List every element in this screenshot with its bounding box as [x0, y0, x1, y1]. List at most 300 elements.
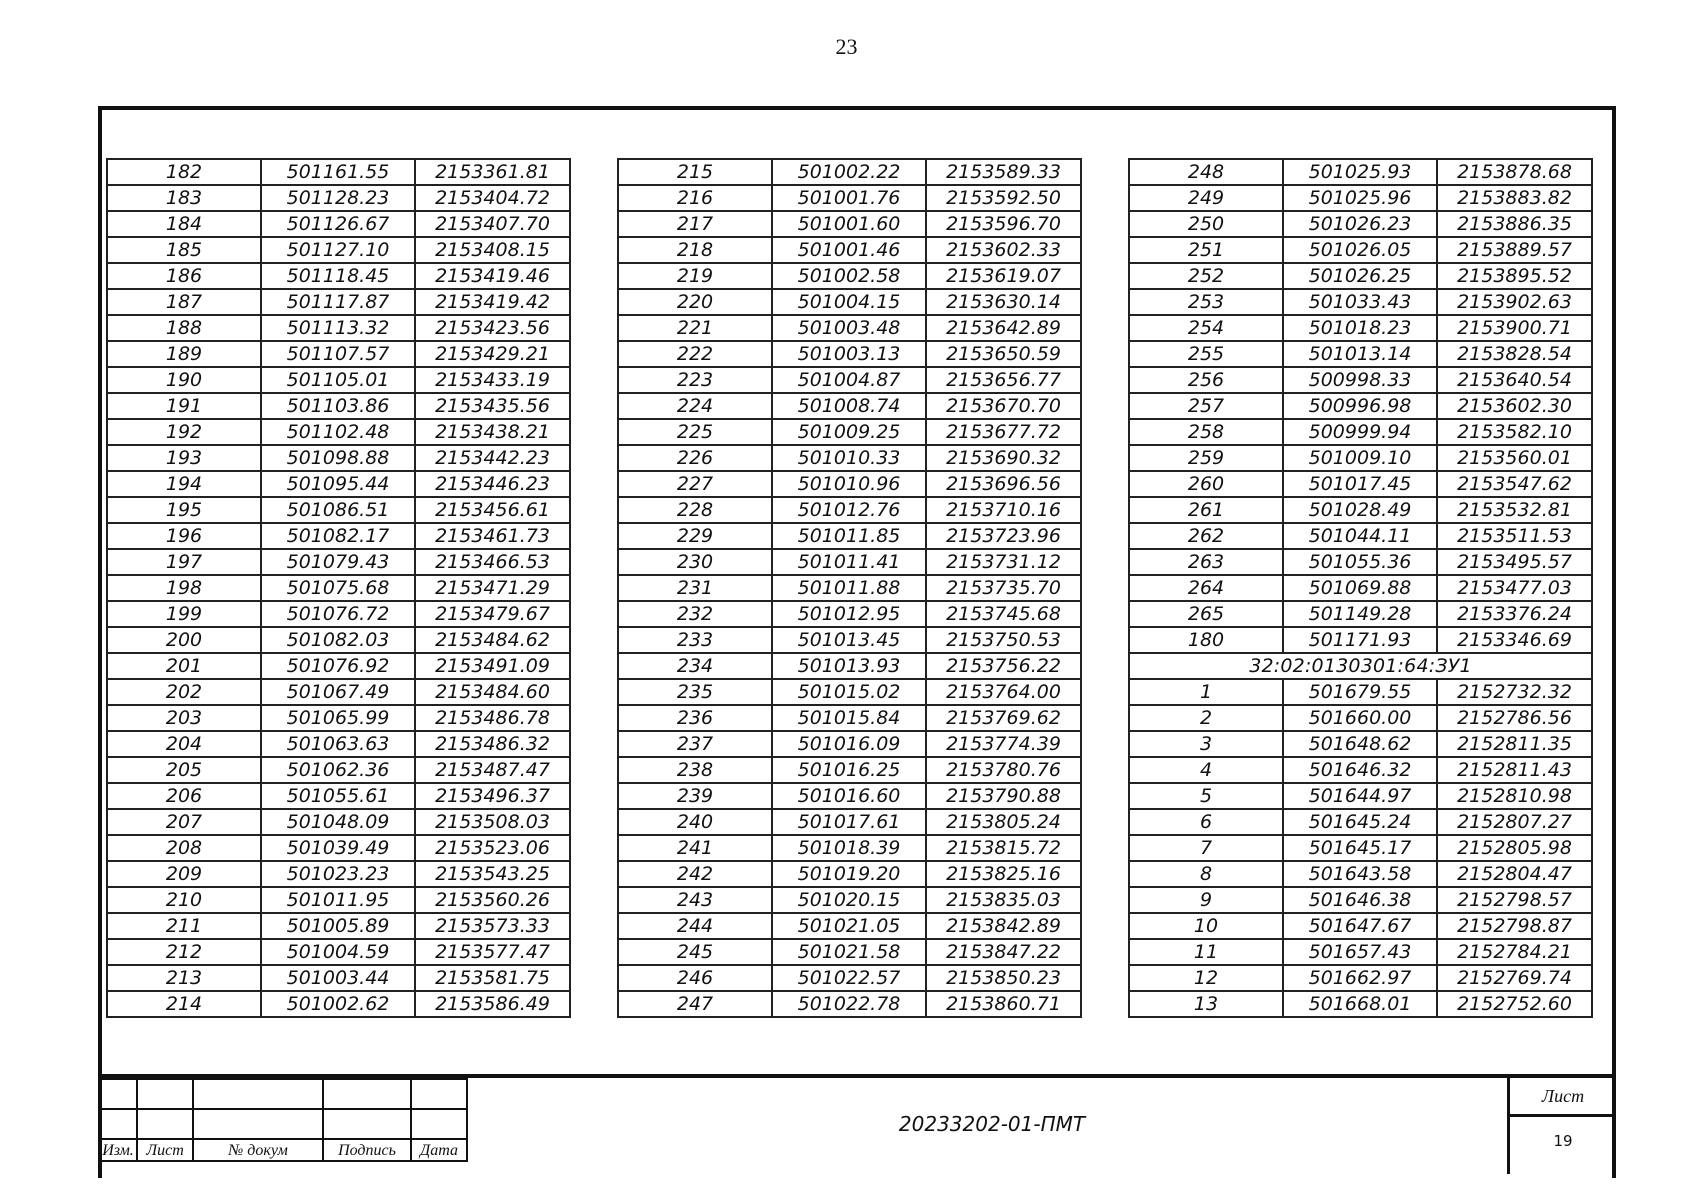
y-coordinate-cell: 2152805.98 — [1437, 835, 1592, 861]
sheet-number: 19 — [1553, 1132, 1573, 1150]
y-coordinate-cell: 2153815.72 — [926, 835, 1081, 861]
x-coordinate-cell: 501679.55 — [1283, 679, 1437, 705]
table-row — [107, 315, 570, 341]
x-coordinate-cell: 501003.48 — [772, 315, 926, 341]
table-row — [1129, 679, 1592, 705]
table-row — [107, 523, 570, 549]
table-row — [107, 497, 570, 523]
table-row — [1129, 965, 1592, 991]
x-coordinate-cell: 501018.39 — [772, 835, 926, 861]
y-coordinate-cell: 2153435.56 — [415, 393, 570, 419]
table-row — [618, 731, 1081, 757]
y-coordinate-cell: 2153886.35 — [1437, 211, 1592, 237]
table-row — [618, 575, 1081, 601]
point-number-cell: 1 — [1129, 679, 1283, 705]
table-row — [1129, 783, 1592, 809]
y-coordinate-cell: 2153511.53 — [1437, 523, 1592, 549]
y-coordinate-cell: 2153446.23 — [415, 471, 570, 497]
y-coordinate-cell: 2153835.03 — [926, 887, 1081, 913]
y-coordinate-cell: 2153642.89 — [926, 315, 1081, 341]
point-number-cell: 217 — [618, 211, 772, 237]
table-row — [107, 809, 570, 835]
x-coordinate-cell: 501001.46 — [772, 237, 926, 263]
table-row — [107, 965, 570, 991]
x-coordinate-cell: 501028.49 — [1283, 497, 1437, 523]
x-coordinate-cell: 501646.32 — [1283, 757, 1437, 783]
table-row — [1129, 237, 1592, 263]
point-number-cell: 210 — [107, 887, 261, 913]
x-coordinate-cell: 501003.44 — [261, 965, 415, 991]
y-coordinate-cell: 2153895.52 — [1437, 263, 1592, 289]
x-coordinate-cell: 501020.15 — [772, 887, 926, 913]
point-number-cell: 197 — [107, 549, 261, 575]
table-row — [107, 835, 570, 861]
x-coordinate-cell: 501105.01 — [261, 367, 415, 393]
x-coordinate-cell: 501055.36 — [1283, 549, 1437, 575]
y-coordinate-cell: 2153883.82 — [1437, 185, 1592, 211]
point-number-cell: 244 — [618, 913, 772, 939]
table-row — [618, 809, 1081, 835]
x-coordinate-cell: 501062.36 — [261, 757, 415, 783]
y-coordinate-cell: 2153723.96 — [926, 523, 1081, 549]
y-coordinate-cell: 2153902.63 — [1437, 289, 1592, 315]
point-number-cell: 257 — [1129, 393, 1283, 419]
point-number-cell: 240 — [618, 809, 772, 835]
x-coordinate-cell: 501016.25 — [772, 757, 926, 783]
y-coordinate-cell: 2153577.47 — [415, 939, 570, 965]
table-row — [107, 757, 570, 783]
x-coordinate-cell: 501067.49 — [261, 679, 415, 705]
point-number-cell: 223 — [618, 367, 772, 393]
table-row — [107, 861, 570, 887]
point-number-cell: 204 — [107, 731, 261, 757]
y-coordinate-cell: 2153438.21 — [415, 419, 570, 445]
y-coordinate-cell: 2153860.71 — [926, 991, 1081, 1017]
x-coordinate-cell: 501001.60 — [772, 211, 926, 237]
stamp-cell — [411, 1109, 467, 1139]
y-coordinate-cell: 2153423.56 — [415, 315, 570, 341]
y-coordinate-cell: 2153731.12 — [926, 549, 1081, 575]
y-coordinate-cell: 2153745.68 — [926, 601, 1081, 627]
x-coordinate-cell: 501055.61 — [261, 783, 415, 809]
stamp-cell — [411, 1079, 467, 1109]
y-coordinate-cell: 2153471.29 — [415, 575, 570, 601]
point-number-cell: 11 — [1129, 939, 1283, 965]
point-number-cell: 256 — [1129, 367, 1283, 393]
x-coordinate-cell: 501002.22 — [772, 159, 926, 185]
point-number-cell: 249 — [1129, 185, 1283, 211]
x-coordinate-cell: 501023.23 — [261, 861, 415, 887]
y-coordinate-cell: 2153408.15 — [415, 237, 570, 263]
stamp-cell — [137, 1109, 193, 1139]
title-block-revisions — [98, 1078, 468, 1162]
table-row — [618, 549, 1081, 575]
y-coordinate-cell: 2153790.88 — [926, 783, 1081, 809]
table-row — [107, 627, 570, 653]
point-number-cell: 261 — [1129, 497, 1283, 523]
table-row — [107, 887, 570, 913]
point-number-cell: 202 — [107, 679, 261, 705]
y-coordinate-cell: 2153361.81 — [415, 159, 570, 185]
x-coordinate-cell: 501117.87 — [261, 289, 415, 315]
coordinates-table-right — [1128, 158, 1593, 1018]
y-coordinate-cell: 2153842.89 — [926, 913, 1081, 939]
x-coordinate-cell: 501010.96 — [772, 471, 926, 497]
table-row — [618, 783, 1081, 809]
page-number: 23 — [835, 34, 858, 59]
point-number-cell: 2 — [1129, 705, 1283, 731]
table-row — [1129, 913, 1592, 939]
x-coordinate-cell: 501079.43 — [261, 549, 415, 575]
table-row — [1129, 185, 1592, 211]
table-row — [618, 991, 1081, 1017]
y-coordinate-cell: 2153484.62 — [415, 627, 570, 653]
y-coordinate-cell: 2153376.24 — [1437, 601, 1592, 627]
y-coordinate-cell: 2153573.33 — [415, 913, 570, 939]
y-coordinate-cell: 2153479.67 — [415, 601, 570, 627]
point-number-cell: 246 — [618, 965, 772, 991]
table-row — [1129, 419, 1592, 445]
coordinates-table-left — [106, 158, 571, 1018]
stamp-label-izm: Изм. — [99, 1139, 137, 1161]
point-number-cell: 185 — [107, 237, 261, 263]
table-row — [1129, 939, 1592, 965]
x-coordinate-cell: 501019.20 — [772, 861, 926, 887]
x-coordinate-cell: 501018.23 — [1283, 315, 1437, 341]
title-block — [98, 1074, 1616, 1174]
table-row — [1129, 887, 1592, 913]
y-coordinate-cell: 2153589.33 — [926, 159, 1081, 185]
point-number-cell: 250 — [1129, 211, 1283, 237]
x-coordinate-cell: 501662.97 — [1283, 965, 1437, 991]
y-coordinate-cell: 2153764.00 — [926, 679, 1081, 705]
table-row — [1129, 757, 1592, 783]
y-coordinate-cell: 2153656.77 — [926, 367, 1081, 393]
point-number-cell: 207 — [107, 809, 261, 835]
point-number-cell: 198 — [107, 575, 261, 601]
point-number-cell: 196 — [107, 523, 261, 549]
y-coordinate-cell: 2153710.16 — [926, 497, 1081, 523]
point-number-cell: 234 — [618, 653, 772, 679]
table-row — [618, 913, 1081, 939]
x-coordinate-cell: 501118.45 — [261, 263, 415, 289]
x-coordinate-cell: 501103.86 — [261, 393, 415, 419]
table-row — [107, 419, 570, 445]
x-coordinate-cell: 500999.94 — [1283, 419, 1437, 445]
x-coordinate-cell: 501017.61 — [772, 809, 926, 835]
table-row — [107, 471, 570, 497]
table-row — [107, 575, 570, 601]
table-row — [107, 289, 570, 315]
x-coordinate-cell: 501011.85 — [772, 523, 926, 549]
point-number-cell: 5 — [1129, 783, 1283, 809]
table-row — [107, 783, 570, 809]
point-number-cell: 236 — [618, 705, 772, 731]
y-coordinate-cell: 2153670.70 — [926, 393, 1081, 419]
point-number-cell: 254 — [1129, 315, 1283, 341]
x-coordinate-cell: 501065.99 — [261, 705, 415, 731]
x-coordinate-cell: 501022.78 — [772, 991, 926, 1017]
y-coordinate-cell: 2152798.57 — [1437, 887, 1592, 913]
table-row — [107, 341, 570, 367]
table-row — [618, 497, 1081, 523]
x-coordinate-cell: 501017.45 — [1283, 471, 1437, 497]
table-row — [1129, 263, 1592, 289]
x-coordinate-cell: 501076.72 — [261, 601, 415, 627]
x-coordinate-cell: 501171.93 — [1283, 627, 1437, 653]
table-row — [107, 939, 570, 965]
x-coordinate-cell: 501668.01 — [1283, 991, 1437, 1017]
y-coordinate-cell: 2153825.16 — [926, 861, 1081, 887]
y-coordinate-cell: 2152752.60 — [1437, 991, 1592, 1017]
point-number-cell: 187 — [107, 289, 261, 315]
document-code: 20233202-01-ПМТ — [898, 1112, 1086, 1136]
point-number-cell: 209 — [107, 861, 261, 887]
y-coordinate-cell: 2153560.26 — [415, 887, 570, 913]
x-coordinate-cell: 501126.67 — [261, 211, 415, 237]
table-row — [618, 939, 1081, 965]
table-row — [618, 315, 1081, 341]
point-number-cell: 205 — [107, 757, 261, 783]
table-row — [618, 965, 1081, 991]
x-coordinate-cell: 501161.55 — [261, 159, 415, 185]
y-coordinate-cell: 2153592.50 — [926, 185, 1081, 211]
table-row — [618, 601, 1081, 627]
x-coordinate-cell: 501026.23 — [1283, 211, 1437, 237]
y-coordinate-cell: 2153532.81 — [1437, 497, 1592, 523]
point-number-cell: 195 — [107, 497, 261, 523]
stamp-cell — [193, 1109, 323, 1139]
table-row — [107, 263, 570, 289]
x-coordinate-cell: 501013.93 — [772, 653, 926, 679]
x-coordinate-cell: 501011.88 — [772, 575, 926, 601]
point-number-cell: 219 — [618, 263, 772, 289]
point-number-cell: 221 — [618, 315, 772, 341]
x-coordinate-cell: 501008.74 — [772, 393, 926, 419]
y-coordinate-cell: 2153630.14 — [926, 289, 1081, 315]
table-row — [618, 263, 1081, 289]
y-coordinate-cell: 2153486.32 — [415, 731, 570, 757]
point-number-cell: 7 — [1129, 835, 1283, 861]
x-coordinate-cell: 501044.11 — [1283, 523, 1437, 549]
x-coordinate-cell: 501009.10 — [1283, 445, 1437, 471]
x-coordinate-cell: 501001.76 — [772, 185, 926, 211]
y-coordinate-cell: 2153828.54 — [1437, 341, 1592, 367]
y-coordinate-cell: 2153484.60 — [415, 679, 570, 705]
x-coordinate-cell: 500996.98 — [1283, 393, 1437, 419]
y-coordinate-cell: 2153477.03 — [1437, 575, 1592, 601]
point-number-cell: 253 — [1129, 289, 1283, 315]
point-number-cell: 238 — [618, 757, 772, 783]
y-coordinate-cell: 2153487.47 — [415, 757, 570, 783]
y-coordinate-cell: 2153456.61 — [415, 497, 570, 523]
table-row — [618, 159, 1081, 185]
x-coordinate-cell: 501015.84 — [772, 705, 926, 731]
y-coordinate-cell: 2153774.39 — [926, 731, 1081, 757]
point-number-cell: 190 — [107, 367, 261, 393]
table-row — [618, 237, 1081, 263]
x-coordinate-cell: 501026.25 — [1283, 263, 1437, 289]
stamp-cell — [99, 1109, 137, 1139]
stamp-cell — [99, 1079, 137, 1109]
point-number-cell: 235 — [618, 679, 772, 705]
x-coordinate-cell: 501009.25 — [772, 419, 926, 445]
y-coordinate-cell: 2153586.49 — [415, 991, 570, 1017]
y-coordinate-cell: 2153407.70 — [415, 211, 570, 237]
table-row — [1129, 471, 1592, 497]
point-number-cell: 216 — [618, 185, 772, 211]
table-row — [1129, 705, 1592, 731]
point-number-cell: 12 — [1129, 965, 1283, 991]
table-row — [107, 991, 570, 1017]
table-row — [1129, 289, 1592, 315]
table-row — [107, 913, 570, 939]
table-row — [107, 653, 570, 679]
stamp-cell — [137, 1079, 193, 1109]
x-coordinate-cell: 501012.95 — [772, 601, 926, 627]
x-coordinate-cell: 501013.45 — [772, 627, 926, 653]
y-coordinate-cell: 2153677.72 — [926, 419, 1081, 445]
table-row — [107, 705, 570, 731]
point-number-cell: 251 — [1129, 237, 1283, 263]
point-number-cell: 4 — [1129, 757, 1283, 783]
x-coordinate-cell: 501048.09 — [261, 809, 415, 835]
y-coordinate-cell: 2153756.22 — [926, 653, 1081, 679]
y-coordinate-cell: 2153581.75 — [415, 965, 570, 991]
y-coordinate-cell: 2153547.62 — [1437, 471, 1592, 497]
x-coordinate-cell: 501644.97 — [1283, 783, 1437, 809]
x-coordinate-cell: 501039.49 — [261, 835, 415, 861]
x-coordinate-cell: 501647.67 — [1283, 913, 1437, 939]
table-row — [618, 523, 1081, 549]
point-number-cell: 247 — [618, 991, 772, 1017]
point-number-cell: 228 — [618, 497, 772, 523]
point-number-cell: 252 — [1129, 263, 1283, 289]
table-row — [1129, 835, 1592, 861]
table-row — [618, 627, 1081, 653]
point-number-cell: 225 — [618, 419, 772, 445]
table-row — [618, 757, 1081, 783]
point-number-cell: 262 — [1129, 523, 1283, 549]
y-coordinate-cell: 2153495.57 — [1437, 549, 1592, 575]
y-coordinate-cell: 2152769.74 — [1437, 965, 1592, 991]
table-row — [618, 419, 1081, 445]
x-coordinate-cell: 501013.14 — [1283, 341, 1437, 367]
point-number-cell: 189 — [107, 341, 261, 367]
point-number-cell: 9 — [1129, 887, 1283, 913]
point-number-cell: 224 — [618, 393, 772, 419]
stamp-label-list: Лист — [137, 1139, 193, 1161]
point-number-cell: 231 — [618, 575, 772, 601]
table-row — [618, 211, 1081, 237]
point-number-cell: 201 — [107, 653, 261, 679]
point-number-cell: 186 — [107, 263, 261, 289]
y-coordinate-cell: 2153640.54 — [1437, 367, 1592, 393]
section-title-row — [1129, 653, 1592, 679]
point-number-cell: 226 — [618, 445, 772, 471]
y-coordinate-cell: 2152811.35 — [1437, 731, 1592, 757]
point-number-cell: 264 — [1129, 575, 1283, 601]
point-number-cell: 200 — [107, 627, 261, 653]
point-number-cell: 237 — [618, 731, 772, 757]
y-coordinate-cell: 2153429.21 — [415, 341, 570, 367]
y-coordinate-cell: 2152786.56 — [1437, 705, 1592, 731]
x-coordinate-cell: 501021.05 — [772, 913, 926, 939]
table-row — [1129, 341, 1592, 367]
y-coordinate-cell: 2153696.56 — [926, 471, 1081, 497]
table-row — [1129, 575, 1592, 601]
x-coordinate-cell: 501128.23 — [261, 185, 415, 211]
y-coordinate-cell: 2153543.25 — [415, 861, 570, 887]
y-coordinate-cell: 2152807.27 — [1437, 809, 1592, 835]
point-number-cell: 220 — [618, 289, 772, 315]
y-coordinate-cell: 2152804.47 — [1437, 861, 1592, 887]
table-row — [1129, 211, 1592, 237]
table-row — [107, 367, 570, 393]
stamp-label-sign: Подпись — [323, 1139, 411, 1161]
point-number-cell: 255 — [1129, 341, 1283, 367]
point-number-cell: 6 — [1129, 809, 1283, 835]
point-number-cell: 194 — [107, 471, 261, 497]
x-coordinate-cell: 501005.89 — [261, 913, 415, 939]
sheet-label: Лист — [1510, 1078, 1616, 1117]
table-row — [1129, 497, 1592, 523]
y-coordinate-cell: 2153847.22 — [926, 939, 1081, 965]
y-coordinate-cell: 2153486.78 — [415, 705, 570, 731]
table-row — [1129, 445, 1592, 471]
y-coordinate-cell: 2153850.23 — [926, 965, 1081, 991]
x-coordinate-cell: 501025.96 — [1283, 185, 1437, 211]
x-coordinate-cell: 501127.10 — [261, 237, 415, 263]
table-row — [107, 549, 570, 575]
table-row — [618, 887, 1081, 913]
y-coordinate-cell: 2153750.53 — [926, 627, 1081, 653]
table-row — [1129, 159, 1592, 185]
point-number-cell: 213 — [107, 965, 261, 991]
table-row — [107, 159, 570, 185]
table-row — [107, 679, 570, 705]
y-coordinate-cell: 2153878.68 — [1437, 159, 1592, 185]
y-coordinate-cell: 2153900.71 — [1437, 315, 1592, 341]
table-row — [1129, 861, 1592, 887]
x-coordinate-cell: 501660.00 — [1283, 705, 1437, 731]
table-row — [618, 679, 1081, 705]
point-number-cell: 188 — [107, 315, 261, 341]
point-number-cell: 260 — [1129, 471, 1283, 497]
table-row — [1129, 627, 1592, 653]
sheet-box — [1507, 1078, 1616, 1174]
point-number-cell: 3 — [1129, 731, 1283, 757]
table-row — [107, 445, 570, 471]
table-row — [618, 341, 1081, 367]
x-coordinate-cell: 501095.44 — [261, 471, 415, 497]
x-coordinate-cell: 501002.62 — [261, 991, 415, 1017]
point-number-cell: 230 — [618, 549, 772, 575]
x-coordinate-cell: 501113.32 — [261, 315, 415, 341]
x-coordinate-cell: 501026.05 — [1283, 237, 1437, 263]
point-number-cell: 245 — [618, 939, 772, 965]
x-coordinate-cell: 501645.17 — [1283, 835, 1437, 861]
point-number-cell: 232 — [618, 601, 772, 627]
point-number-cell: 242 — [618, 861, 772, 887]
table-row — [618, 393, 1081, 419]
x-coordinate-cell: 501004.59 — [261, 939, 415, 965]
table-row — [1129, 367, 1592, 393]
point-number-cell: 208 — [107, 835, 261, 861]
point-number-cell: 191 — [107, 393, 261, 419]
x-coordinate-cell: 501016.60 — [772, 783, 926, 809]
table-row — [1129, 731, 1592, 757]
